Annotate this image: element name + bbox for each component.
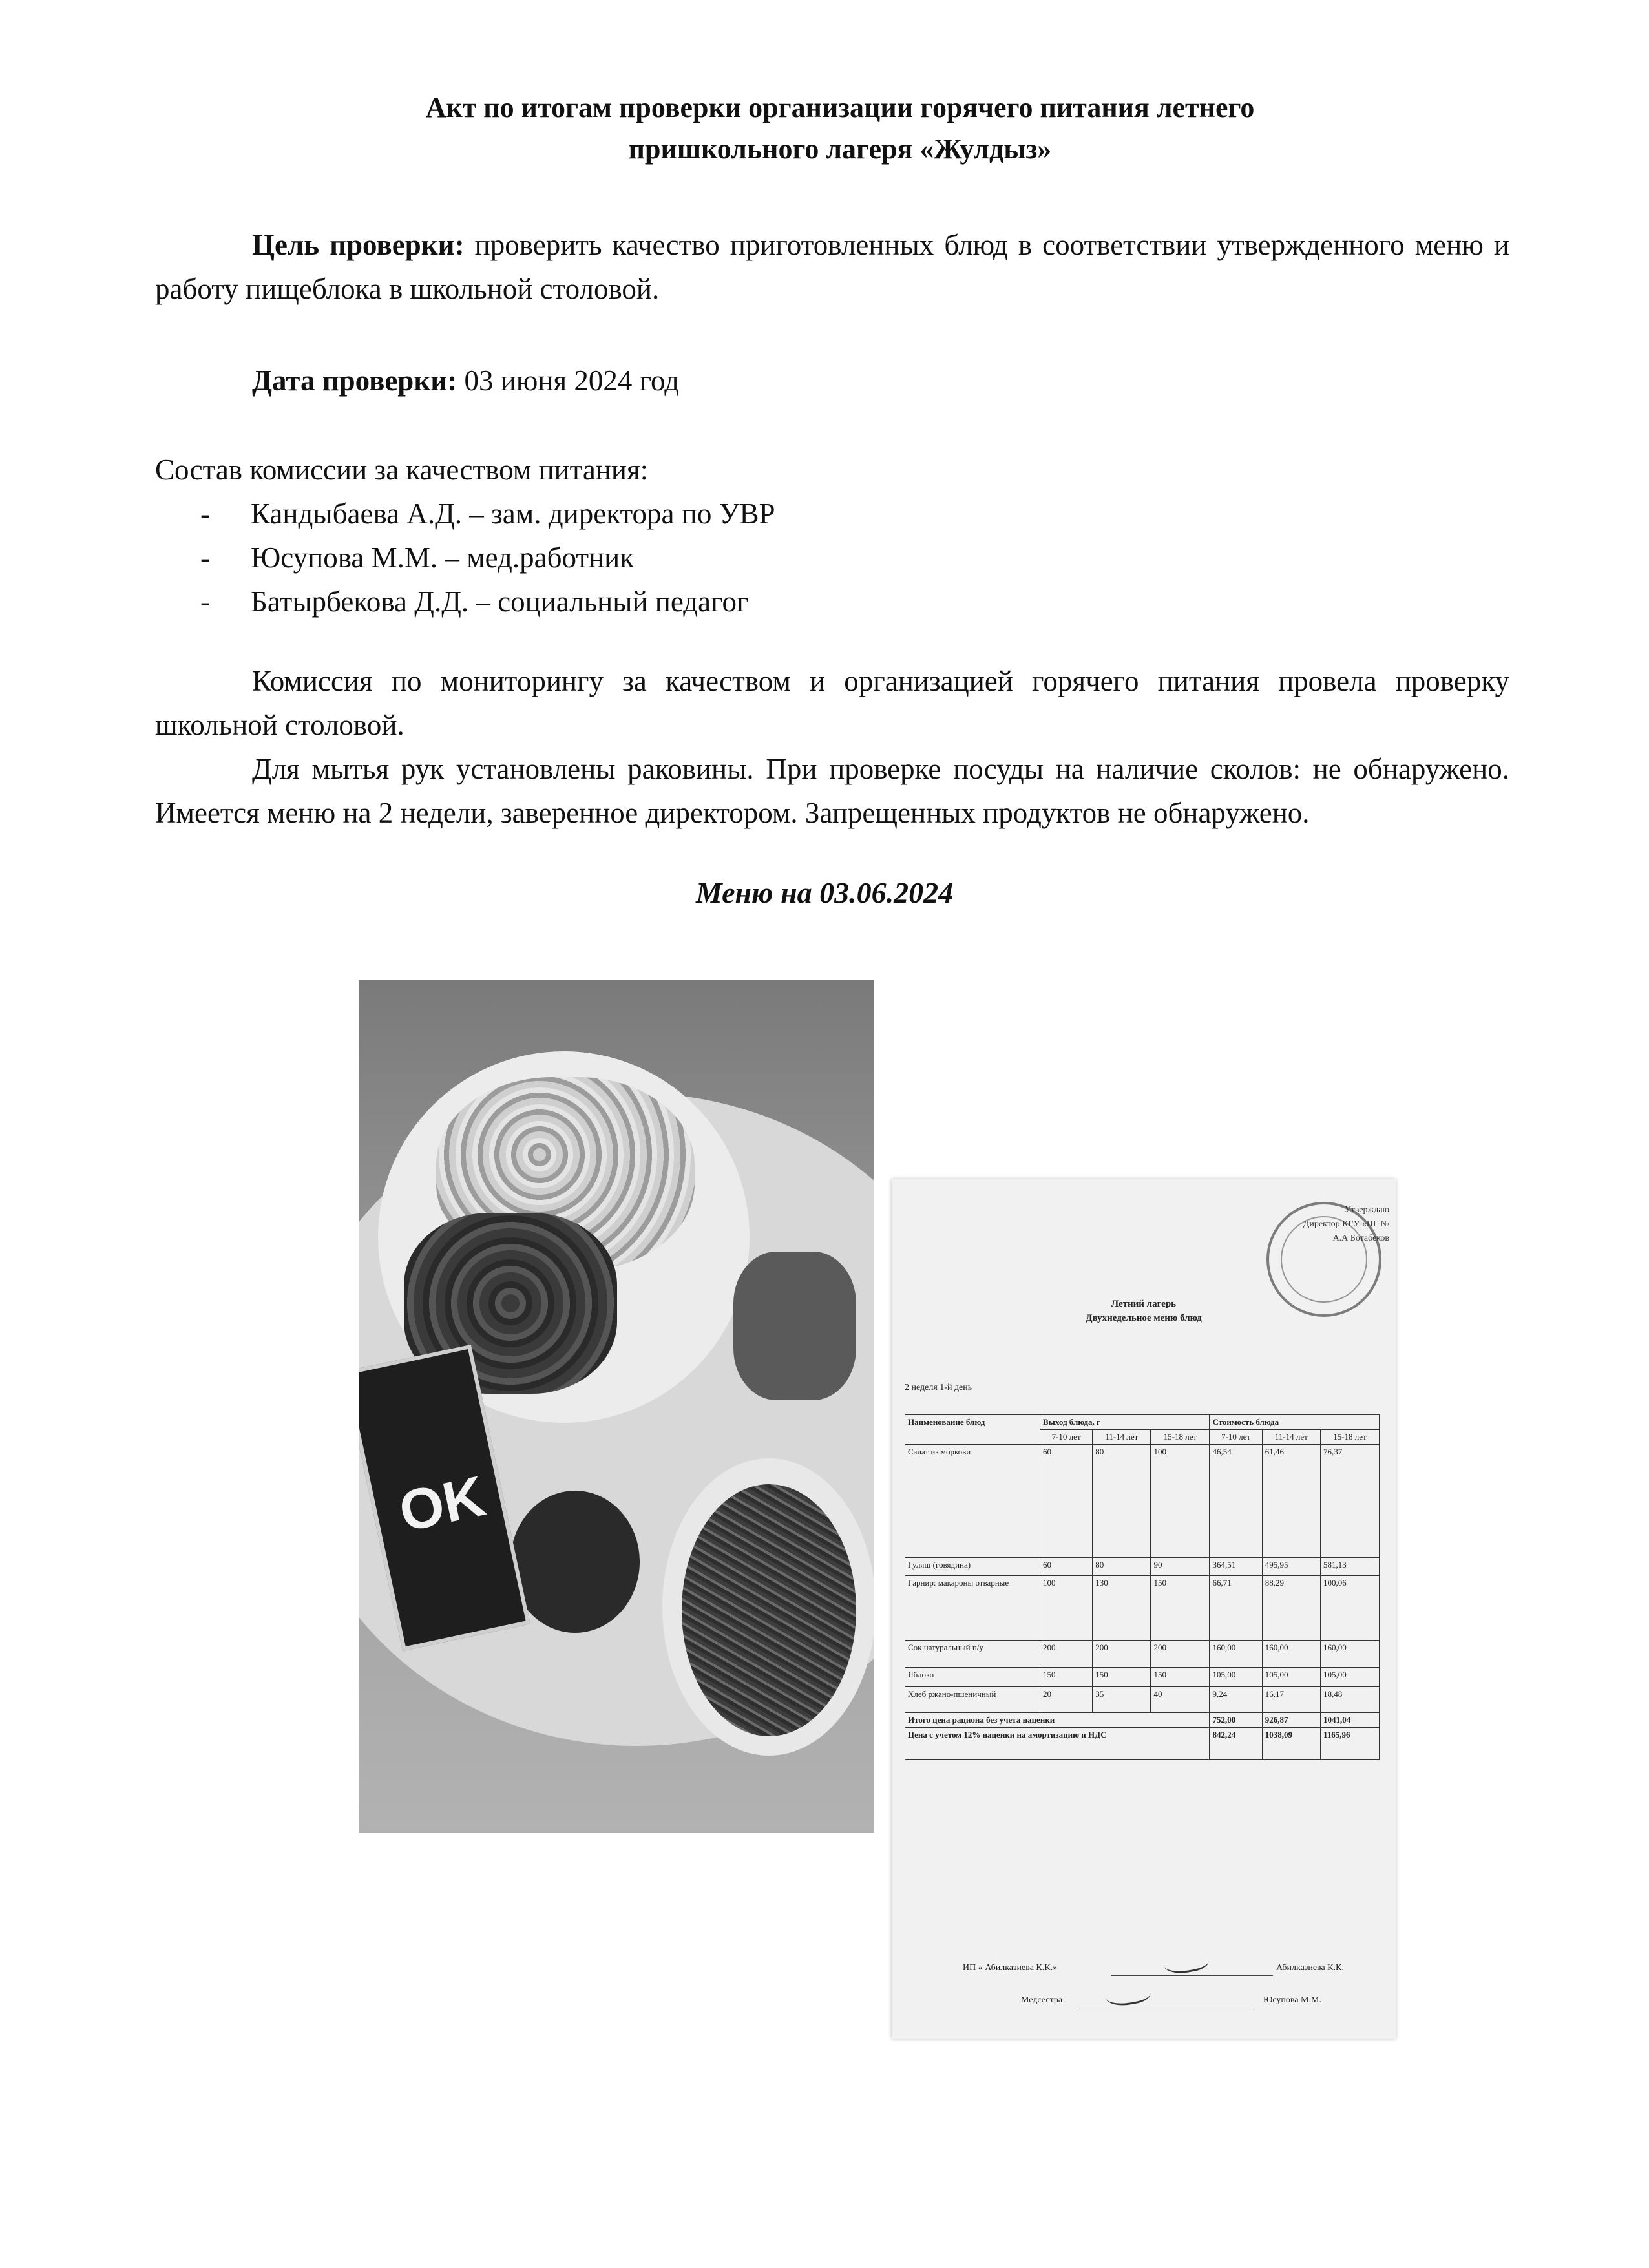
signature-label-1: ИП « Абилказиева К.К.»: [963, 1963, 1058, 1973]
carrot-salad-image: [682, 1484, 856, 1736]
findings-paragraph-2: Для мытья рук установлены раковины. При проверке посуды на наличие сколов: не обнаружено. Имеется меню на 2 недели, заверенное директором. Запрещенных продуктов не обнаружено.: [155, 753, 1509, 829]
table-row: Сок натуральный п/у 200 200 200 160,00 160,00 160,00: [905, 1641, 1380, 1668]
findings-paragraph-1: Комиссия по мониторингу за качеством и организацией горячего питания провела проверку школьной столовой.: [155, 665, 1509, 741]
menu-doc-subtitle: Двухнедельное меню блюд: [1086, 1313, 1202, 1323]
commission-heading: Состав комиссии за качеством питания:: [155, 454, 649, 486]
age-header: 15-18 лет: [1151, 1430, 1210, 1445]
approve-line: Директор КГУ «ПГ №: [1303, 1219, 1389, 1229]
goal-text: проверить качество приготовленных блюд в соответствии утвержденного меню и работу пищеблока в школьной столовой.: [155, 229, 1509, 305]
signature-scribble: [1162, 1948, 1210, 1977]
age-header: 11-14 лет: [1093, 1430, 1151, 1445]
menu-table: [905, 1414, 1380, 1760]
commission-member: - Батырбекова Д.Д. – социальный педагог: [200, 585, 749, 618]
bread-image: [733, 1252, 856, 1400]
document-title: [129, 87, 1551, 170]
juice-brand: OK: [394, 1463, 490, 1544]
header-yield: Выход блюда, г: [1040, 1415, 1210, 1430]
age-header: 15-18 лет: [1320, 1430, 1379, 1445]
total-row: Итого цена рациона без учета наценки 752,00 926,87 1041,04: [905, 1713, 1380, 1728]
table-row: Хлеб ржано-пшеничный 20 35 40 9,24 16,17 18,48: [905, 1687, 1380, 1713]
signature-name-2: Юсупова М.М.: [1263, 1995, 1321, 2005]
goal-label: Цель проверки:: [252, 229, 465, 261]
signature-name-1: Абилказиева К.К.: [1276, 1963, 1344, 1973]
table-row: Гуляш (говядина) 60 80 90 364,51 495,95 581,13: [905, 1558, 1380, 1576]
age-header: 7-10 лет: [1210, 1430, 1262, 1445]
menu-week-label: 2 неделя 1-й день: [905, 1383, 972, 1392]
table-row: Яблоко 150 150 150 105,00 105,00 105,00: [905, 1668, 1380, 1687]
date-value: 03 июня 2024 год: [464, 364, 680, 397]
menu-doc-title: Летний лагерь: [1111, 1299, 1177, 1309]
age-header: 11-14 лет: [1262, 1430, 1320, 1445]
goal-paragraph: [155, 223, 1509, 311]
header-cost: Стоимость блюда: [1210, 1415, 1380, 1430]
table-header-row: [905, 1415, 1380, 1430]
title-line-2: пришкольного лагеря «Жулдыз»: [628, 133, 1052, 165]
signature-line: [1111, 1975, 1273, 1976]
header-name: Наименование блюд: [905, 1415, 1040, 1445]
approve-line: А.А Ботабеков: [1332, 1234, 1389, 1243]
age-header: 7-10 лет: [1040, 1430, 1093, 1445]
table-row: Салат из моркови 60 80 100 46,54 61,46 76,37: [905, 1445, 1380, 1558]
signature-label-2: Медсестра: [1021, 1995, 1063, 2005]
table-row: Гарнир: макароны отварные 100 130 150 66,71 88,29 100,06: [905, 1576, 1380, 1641]
signature-scribble: [1104, 1980, 1152, 2009]
commission-member: - Юсупова М.М. – мед.работник: [200, 541, 635, 574]
title-line-1: Акт по итогам проверки организации горячего питания летнего: [425, 92, 1255, 123]
date-label: Дата проверки:: [252, 364, 457, 397]
menu-document-photo: [892, 1179, 1396, 2039]
commission-member: - Кандыбаева А.Д. – зам. директора по УВР: [200, 498, 775, 530]
date-paragraph: [155, 359, 1509, 403]
menu-heading: Меню на 03.06.2024: [695, 876, 954, 909]
price-row: Цена с учетом 12% наценки на амортизацию и НДС 842,24 1038,09 1165,96: [905, 1728, 1380, 1760]
apple-image: [510, 1491, 640, 1633]
lunch-photo: [359, 980, 874, 1833]
approve-line: Утверждаю: [1344, 1205, 1389, 1215]
